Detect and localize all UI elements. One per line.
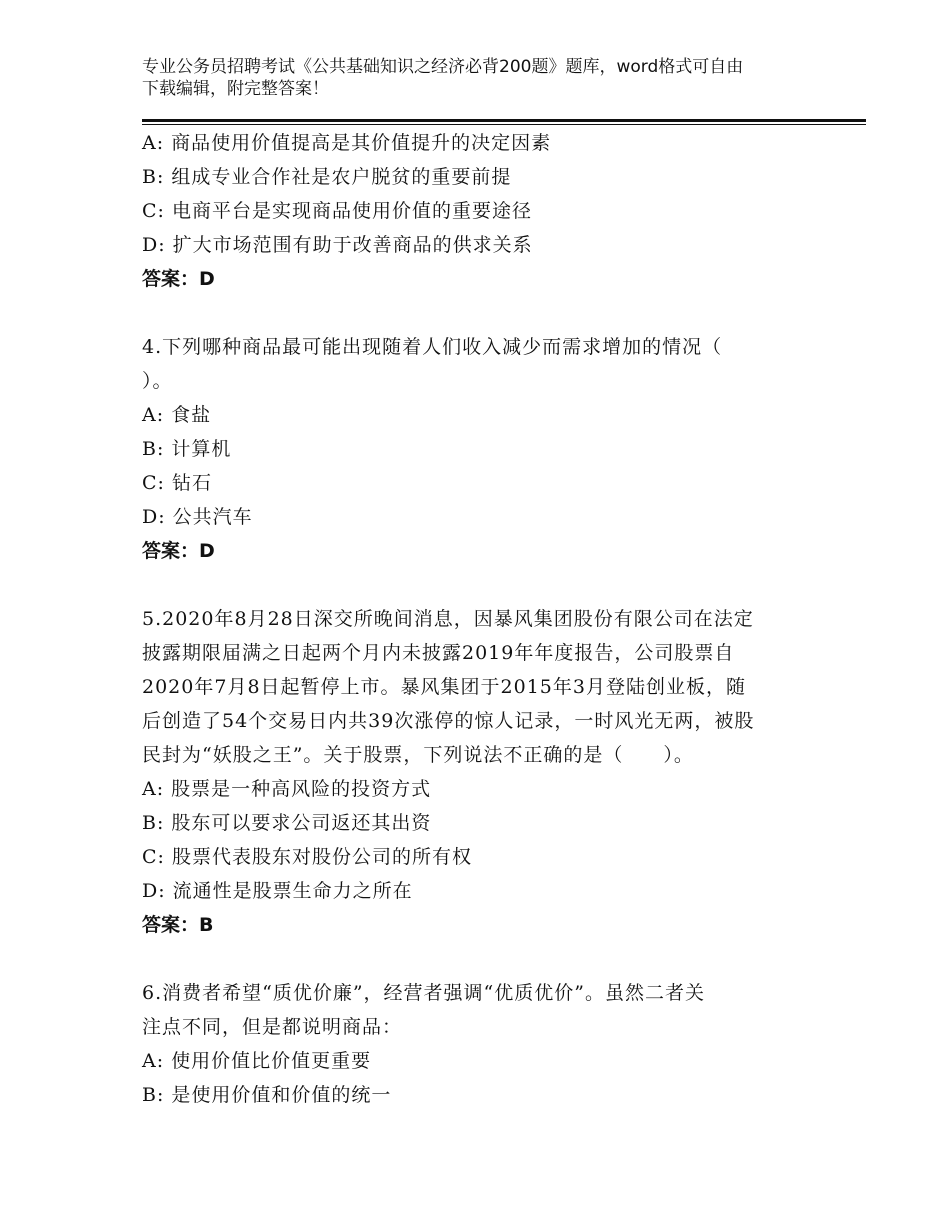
question-6-stem-line-1: 6.消费者希望“质优价廉”，经营者强调“优质优价”。虽然二者关 <box>142 982 705 1004</box>
header-line-2: 下载编辑，附完整答案！ <box>142 79 329 99</box>
question-4 <box>142 330 822 568</box>
question-6 <box>142 976 822 1112</box>
header-divider-thin <box>142 124 866 125</box>
question-3-option-a: A: 商品使用价值提高是其价值提升的决定因素 <box>142 132 552 154</box>
spacer <box>142 568 822 602</box>
question-5 <box>142 602 822 942</box>
question-6-stem-line-2: 注点不同，但是都说明商品： <box>142 1016 403 1038</box>
question-5-option-c: C: 股票代表股东对股份公司的所有权 <box>142 846 472 868</box>
question-6-option-a: A: 使用价值比价值更重要 <box>142 1050 372 1072</box>
question-4-option-d: D: 公共汽车 <box>142 506 253 528</box>
question-5-stem-line-3: 2020年7月8日起暂停上市。暴风集团于2015年3月登陆创业板，随 <box>142 676 746 698</box>
question-5-stem-line-2: 披露期限届满之日起两个月内未披露2019年年度报告，公司股票自 <box>142 642 735 664</box>
header-line-1: 专业公务员招聘考试《公共基础知识之经济必背200题》题库，word格式可自由 <box>142 57 744 77</box>
question-5-option-a: A: 股票是一种高风险的投资方式 <box>142 778 432 800</box>
question-5-option-b: B: 股东可以要求公司返还其出资 <box>142 812 432 834</box>
spacer <box>142 296 822 330</box>
document-header <box>142 56 832 100</box>
question-3-option-c: C: 电商平台是实现商品使用价值的重要途径 <box>142 200 532 222</box>
question-4-option-a: A: 食盐 <box>142 404 212 426</box>
question-4-option-c: C: 钻石 <box>142 472 212 494</box>
question-4-stem-line-2: ）。 <box>142 370 173 392</box>
question-3-option-b: B: 组成专业合作社是农户脱贫的重要前提 <box>142 166 512 188</box>
question-5-stem-line-1: 5.2020年8月28日深交所晚间消息，因暴风集团股份有限公司在法定 <box>142 608 754 630</box>
question-3-answer: 答案：D <box>142 268 215 290</box>
spacer <box>142 942 822 976</box>
header-divider <box>142 119 866 125</box>
question-3 <box>142 126 822 296</box>
question-5-option-d: D: 流通性是股票生命力之所在 <box>142 880 413 902</box>
question-3-option-d: D: 扩大市场范围有助于改善商品的供求关系 <box>142 234 533 256</box>
question-5-stem-line-5: 民封为“妖股之王”。关于股票，下列说法不正确的是（ ）。 <box>142 744 694 766</box>
question-4-answer: 答案：D <box>142 540 215 562</box>
question-4-stem-line-1: 4.下列哪种商品最可能出现随着人们收入减少而需求增加的情况（ <box>142 336 723 358</box>
question-4-option-b: B: 计算机 <box>142 438 232 460</box>
header-divider-thick <box>142 119 866 122</box>
document-body <box>142 126 822 1112</box>
question-5-answer: 答案：B <box>142 914 214 936</box>
question-6-option-b: B: 是使用价值和价值的统一 <box>142 1084 392 1106</box>
question-5-stem-line-4: 后创造了54个交易日内共39次涨停的惊人记录，一时风光无两，被股 <box>142 710 755 732</box>
